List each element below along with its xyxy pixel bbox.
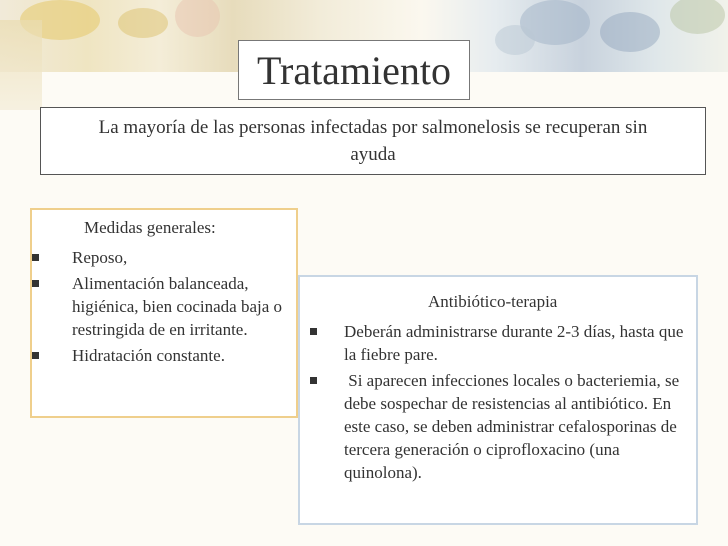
bullet-icon	[310, 377, 317, 384]
list-item-text: Reposo,	[72, 248, 128, 267]
subtitle-box	[40, 107, 706, 175]
list-item-text: Alimentación balanceada, higiénica, bien cocinada baja o restringida de en irritante.	[72, 274, 283, 339]
decorative-shape	[600, 12, 660, 52]
slide-title: Tratamiento	[256, 47, 452, 93]
bullet-icon	[32, 254, 39, 261]
decorative-strip	[0, 20, 42, 110]
bullet-icon	[32, 280, 39, 287]
slide-subtitle: La mayoría de las personas infectadas por salmonelosis se recuperan sin ayuda	[98, 117, 648, 165]
bullet-icon	[32, 352, 39, 359]
list-item-text: Deberán administrarse durante 2-3 días, hasta que la fiebre pare.	[344, 322, 684, 364]
list-item	[72, 272, 294, 341]
list-item	[72, 344, 294, 367]
list-item-text: Si aparecen infecciones locales o bacteriemia, se debe sospechar de resistencias al antibiótico. En este caso, se deben administrar cefalosporinas de tercera generación o ciprofloxacino (una quinolona).	[344, 371, 684, 482]
decorative-shape	[118, 8, 168, 38]
list-item	[344, 369, 690, 484]
bullet-icon	[310, 328, 317, 335]
antibiotic-therapy-heading: Antibiótico-terapia	[428, 292, 558, 311]
decorative-shape	[495, 25, 535, 55]
antibiotic-therapy-list	[344, 320, 690, 484]
title-box	[238, 40, 470, 100]
list-item	[344, 320, 690, 366]
list-item-text: Hidratación constante.	[72, 346, 225, 365]
general-measures-heading: Medidas generales:	[84, 218, 216, 237]
list-item	[72, 246, 294, 269]
decorative-shape	[175, 0, 220, 37]
decorative-shape	[670, 0, 725, 34]
general-measures-list	[72, 246, 294, 367]
